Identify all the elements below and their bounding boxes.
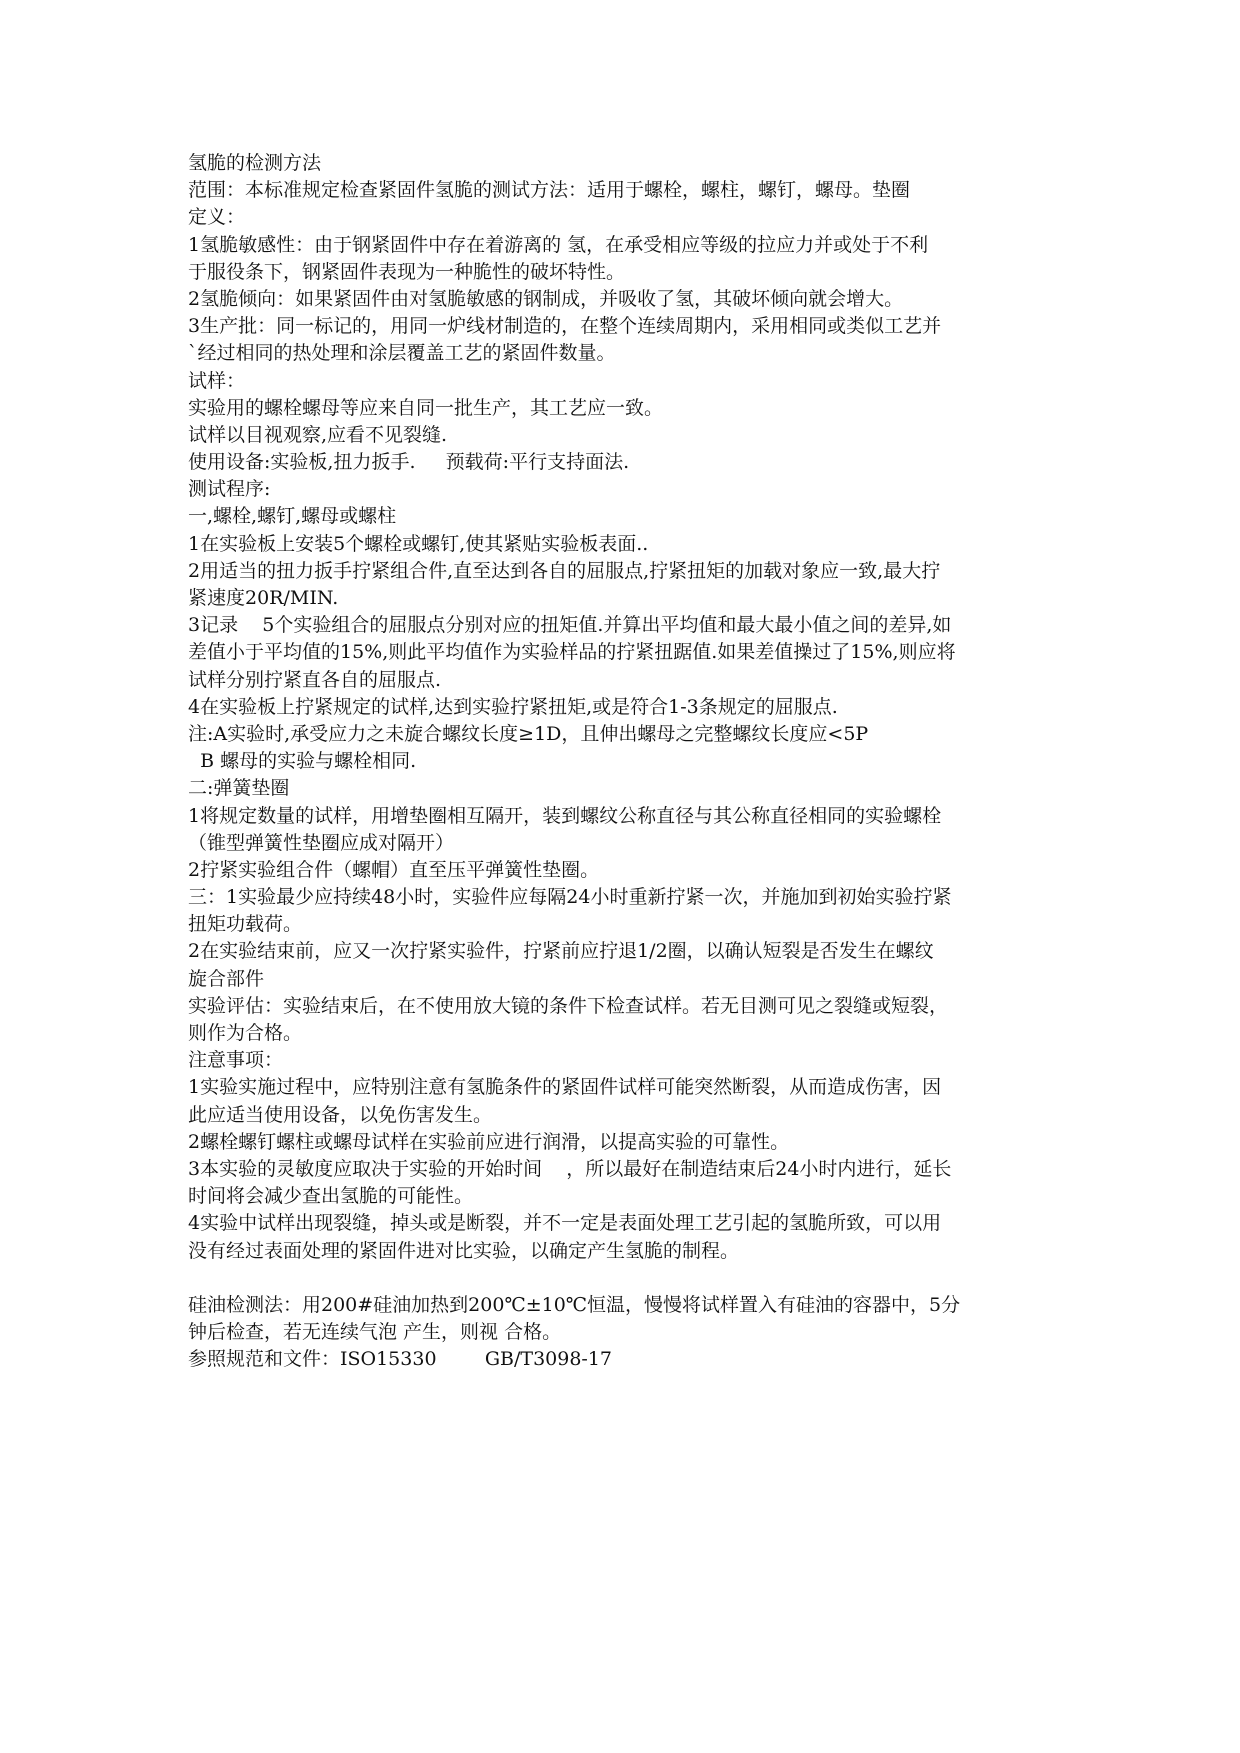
text-line-14: 1在实验板上安装5个螺栓或螺钉,使其紧贴实验板表面.. — [188, 532, 649, 555]
silicone-line-1: 硅油检测法：用200#硅油加热到200℃±10℃恒温，慢慢将试样置入有硅油的容器中，5分 — [188, 1293, 961, 1316]
text-line-12: 测试程序: — [188, 478, 271, 501]
text-line-1: 范围：本标准规定检查紧固件氢脆的测试方法：适用于螺栓，螺柱，螺钉，螺母。垫圈 — [188, 179, 911, 202]
text-line-8: 试样： — [188, 369, 246, 392]
text-line-39: 4实验中试样出现裂缝，掉头或是断裂，并不一定是表面处理工艺引起的氢脆所致，可以用 — [188, 1212, 942, 1235]
text-line-37: 3本实验的灵敏度应取决于实验的开始时间 ，所以最好在制造结束后24小时内进行，延长 — [188, 1157, 952, 1180]
text-line-3: 1氢脆敏感性：由于钢紧固件中存在着游离的 氢，在承受相应等级的拉应力并或处于不利 — [188, 233, 929, 256]
text-line-2: 定义： — [188, 206, 246, 229]
text-line-6: 3生产批：同一标记的，用同一炉线材制造的，在整个连续周期内，采用相同或类似工艺并 — [188, 315, 942, 338]
text-line-13: 一,螺栓,螺钉,螺母或螺柱 — [188, 505, 397, 528]
text-line-24: 1将规定数量的试样，用增垫圈相互隔开，装到螺纹公称直径与其公称直径相同的实验螺栓 — [188, 804, 942, 827]
text-line-4: 于服役条下，钢紧固件表现为一种脆性的破坏特性。 — [188, 260, 626, 283]
text-line-38: 时间将会减少查出氢脆的可能性。 — [188, 1185, 474, 1208]
silicone-test-block — [188, 1292, 1068, 1346]
text-line-20: 4在实验板上拧紧规定的试样,达到实验拧紧扭矩,或是符合1-3条规定的屈服点. — [188, 695, 838, 718]
text-line-29: 2在实验结束前，应又一次拧紧实验件，拧紧前应拧退1/2圈，以确认短裂是否发生在螺纹 — [188, 940, 934, 963]
text-line-15: 2用适当的扭力扳手拧紧组合件,直至达到各自的屈服点,拧紧扭矩的加载对象应一致,最大拧 — [188, 559, 941, 582]
text-line-19: 试样分别拧紧直各自的屈服点. — [188, 668, 442, 691]
text-line-35: 此应适当使用设备，以免伤害发生。 — [188, 1103, 493, 1126]
text-line-16: 紧速度20R/MIN. — [188, 587, 339, 609]
text-line-27: 三：1实验最少应持续48小时，实验件应每隔24小时重新拧紧一次，并施加到初始实验拧紧 — [188, 886, 952, 909]
text-line-5: 2氢脆倾向：如果紧固件由对氢脆敏感的钢制成，并吸收了氢，其破坏倾向就会增大。 — [188, 287, 904, 310]
blank-line — [188, 1265, 1068, 1292]
text-line-17: 3记录 5个实验组合的屈服点分别对应的扭矩值.并算出平均值和最大最小值之间的差异,如 — [188, 614, 952, 637]
text-line-11: 使用设备:实验板,扭力扳手. 预载荷:平行支持面法. — [188, 451, 630, 474]
text-line-18: 差值小于平均值的15%,则此平均值作为实验样品的拧紧扭踞值.如果差值操过了15%,则应将 — [188, 641, 956, 664]
text-line-22: B 螺母的实验与螺栓相同. — [188, 750, 417, 773]
text-line-30: 旋合部件 — [188, 967, 265, 990]
text-line-32: 则作为合格。 — [188, 1022, 303, 1044]
text-line-25: （锥型弹簧性垫圈应成对隔开） — [188, 831, 455, 854]
text-line-40: 没有经过表面处理的紧固件进对比实验，以确定产生氢脆的制程。 — [188, 1239, 740, 1262]
text-line-28: 扭矩功载荷。 — [188, 913, 303, 936]
text-line-7: `经过相同的热处理和涂层覆盖工艺的紧固件数量。 — [188, 342, 616, 365]
text-line-31: 实验评估：实验结束后，在不使用放大镜的条件下检查试样。若无目测可见之裂缝或短裂， — [188, 994, 949, 1017]
text-line-36: 2螺栓螺钉螺柱或螺母试样在实验前应进行润滑，以提高实验的可靠性。 — [188, 1130, 790, 1153]
text-line-26: 2拧紧实验组合件（螺帽）直至压平弹簧性垫圈。 — [188, 858, 600, 881]
document-text-block — [188, 177, 1068, 1265]
text-line-10: 试样以目视观察,应看不见裂缝. — [188, 423, 448, 446]
silicone-line-2: 钟后检查，若无连续气泡 产生，则视 合格。 — [188, 1321, 562, 1344]
document-title: 氢脆的检测方法 — [188, 152, 322, 174]
text-line-9: 实验用的螺栓螺母等应来自同一批生产，其工艺应一致。 — [188, 396, 664, 419]
reference-line: 参照规范和文件：ISO15330 GB/T3098-17 — [188, 1348, 613, 1371]
text-line-34: 1实验实施过程中，应特别注意有氢脆条件的紧固件试样可能突然断裂，从而造成伤害，因 — [188, 1076, 942, 1099]
document-body — [188, 150, 1068, 1373]
text-line-21: 注:A实验时,承受应力之未旋合螺纹长度≥1D，且伸出螺母之完整螺纹长度应<5P — [188, 722, 869, 745]
text-line-33: 注意事项： — [188, 1049, 284, 1072]
text-line-23: 二:弹簧垫圈 — [188, 777, 290, 800]
